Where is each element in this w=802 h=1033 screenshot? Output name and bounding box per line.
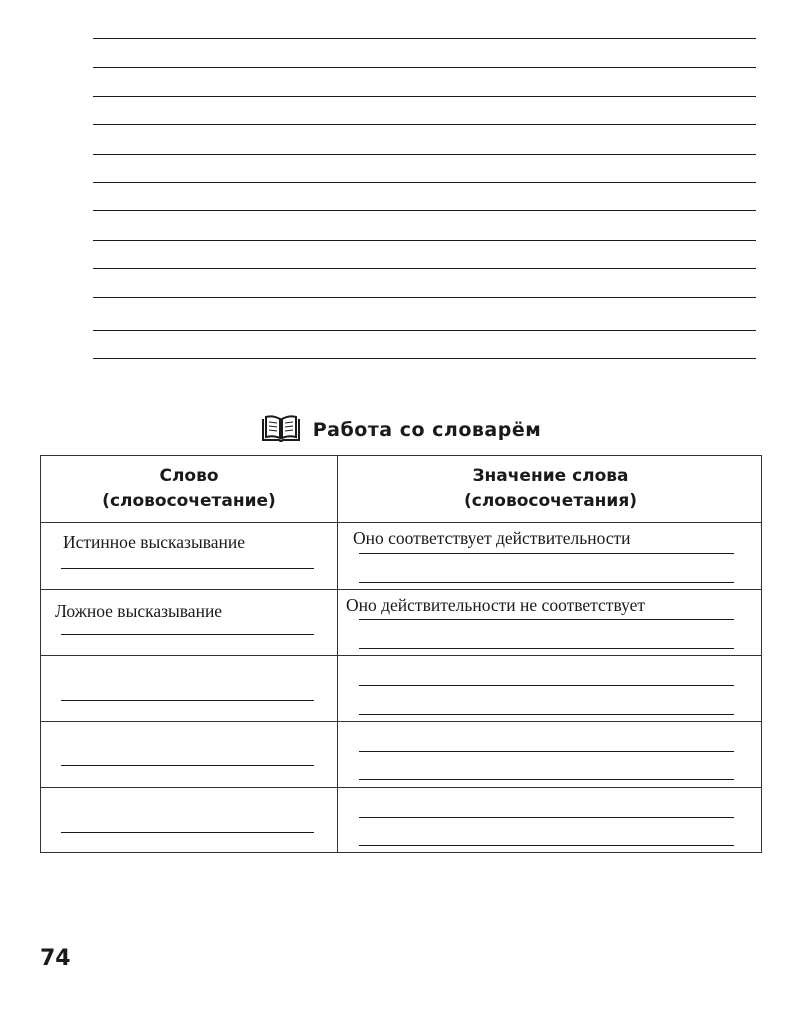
row-divider [41,655,761,656]
row4-word-line[interactable] [61,765,314,766]
row2-word: Ложное высказывание [55,601,223,621]
header-meaning-line2: (словосочетания) [463,491,638,511]
page-number: 74 [40,946,71,971]
header-meaning-line1: Значение слова [472,466,629,486]
writing-line[interactable] [93,38,756,39]
row-divider [41,589,761,590]
writing-line[interactable] [93,297,756,298]
dictionary-table [40,455,762,853]
row1-word-line[interactable] [61,568,314,569]
row1-meaning-line2[interactable] [359,582,734,583]
writing-line[interactable] [93,124,756,125]
writing-line[interactable] [93,268,756,269]
writing-line[interactable] [93,330,756,331]
writing-line[interactable] [93,67,756,68]
row2-meaning: Оно действительности не соответствует [346,595,646,615]
row3-meaning-line2[interactable] [359,714,734,715]
header-meaning [338,456,763,522]
writing-line[interactable] [93,210,756,211]
section-heading [0,412,802,448]
header-word-line1: Слово [159,466,219,486]
row1-meaning: Оно соответствует действительности [353,528,631,548]
writing-line[interactable] [93,96,756,97]
header-word-line2: (словосочетание) [102,491,276,511]
writing-line[interactable] [93,154,756,155]
row3-meaning-line1[interactable] [359,685,734,686]
writing-line[interactable] [93,182,756,183]
row4-meaning-line2[interactable] [359,779,734,780]
row5-meaning-line1[interactable] [359,817,734,818]
row4-meaning-line1[interactable] [359,751,734,752]
row5-meaning-line2[interactable] [359,845,734,846]
row2-word-line[interactable] [61,634,314,635]
row1-word: Истинное высказывание [63,532,246,552]
header-word [41,456,337,522]
section-title: Работа со словарём [312,419,542,441]
row2-meaning-line1[interactable] [359,619,734,620]
row-divider [41,522,761,523]
row-divider [41,721,761,722]
open-book-icon [261,415,301,445]
writing-lines-area [93,0,756,380]
row-divider [41,787,761,788]
writing-line[interactable] [93,240,756,241]
row2-meaning-line2[interactable] [359,648,734,649]
writing-line[interactable] [93,358,756,359]
row1-meaning-line1[interactable] [359,553,734,554]
row3-word-line[interactable] [61,700,314,701]
row5-word-line[interactable] [61,832,314,833]
